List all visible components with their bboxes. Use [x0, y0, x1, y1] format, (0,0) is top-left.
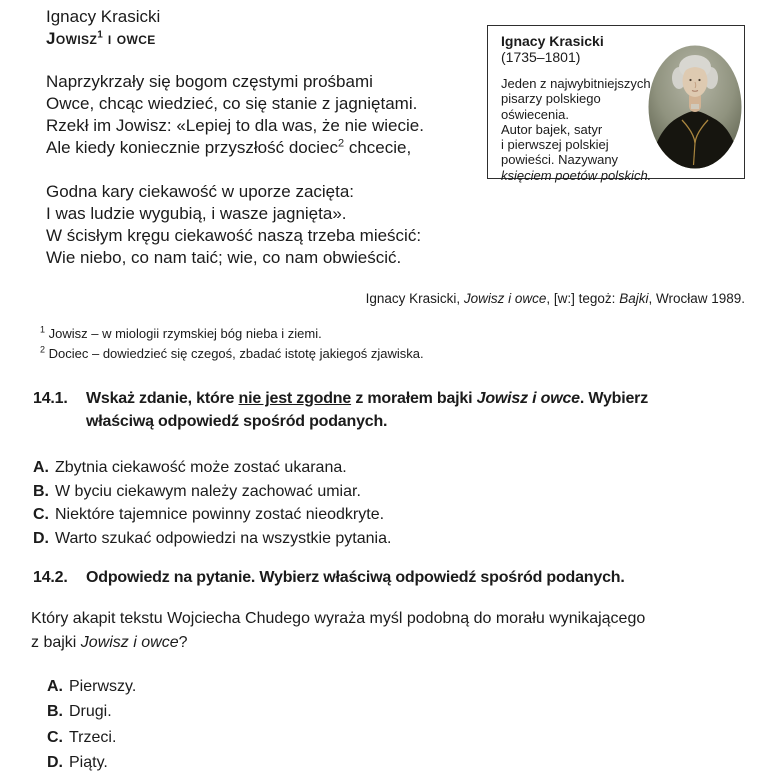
poem-line-text: Ale kiedy koniecznie przyszłość dociec: [46, 138, 338, 157]
footnote-number: 2: [40, 344, 46, 355]
poem-line: W ścisłym kręgu ciekawość naszą trzeba mieścić:: [46, 226, 422, 245]
footnote-1: [40, 324, 424, 344]
citation-text: , Wrocław 1989.: [648, 291, 745, 306]
footnote-2: [40, 344, 424, 364]
option-text: Drugi.: [69, 703, 112, 721]
author-infobox: [487, 25, 745, 183]
footnote-number: 1: [40, 324, 46, 335]
option-c: [47, 725, 136, 750]
question-text: z morałem bajki: [351, 390, 477, 407]
citation-book-title: Bajki: [619, 291, 649, 306]
infobox-line: Autor bajek, satyr: [501, 121, 603, 137]
question-text: z bajki: [31, 634, 81, 652]
option-c: [33, 503, 391, 527]
option-text: Zbytnia ciekawość może zostać ukarana.: [55, 459, 347, 476]
infobox-line: oświecenia.: [501, 106, 569, 122]
option-b: [33, 480, 391, 504]
option-text: W byciu ciekawym należy zachować umiar.: [55, 482, 361, 500]
question-work-title: Jowisz i owce: [80, 634, 179, 652]
poem-title: [46, 29, 156, 49]
author-portrait-image: [648, 45, 742, 169]
option-text: Piąty.: [69, 753, 108, 771]
poem-line: [46, 137, 424, 159]
option-letter: A.: [33, 459, 49, 476]
question-body-line1: Który akapit tekstu Wojciecha Chudego wyraża myśl podobną do morału wynikającego: [31, 610, 646, 627]
question-text: . Wybierz: [579, 390, 648, 407]
option-letter: D.: [33, 530, 49, 548]
author-name: Ignacy Krasicki: [46, 7, 161, 26]
infobox-line: i pierwszej polskiej: [501, 137, 609, 153]
option-letter: B.: [47, 703, 63, 721]
citation-text: , [w:] tegoż:: [546, 291, 620, 306]
question-number: 14.1.: [33, 390, 68, 407]
poem-line: Godna kary ciekawość w uporze zacięta:: [46, 182, 355, 201]
poem-line: Rzekł im Jowisz: «Lepiej to dla was, że nie wiecie.: [46, 116, 424, 135]
question-14-1-line2: właściwą odpowiedź spośród podanych.: [86, 413, 388, 430]
question-14-1-options: [33, 456, 391, 551]
question-number: 14.2.: [33, 569, 68, 586]
footnote-marker-1: 1: [97, 29, 103, 41]
question-underlined-text: nie jest zgodne: [238, 390, 352, 407]
poem-title-word: Jowisz: [46, 29, 98, 48]
poem-line-text: chcecie,: [344, 138, 412, 157]
option-text: Trzeci.: [69, 728, 117, 746]
option-text: Niektóre tajemnice powinny zostać nieodkryte.: [55, 506, 385, 524]
footnote-marker-2: 2: [337, 137, 345, 150]
infobox-description: [501, 76, 653, 183]
option-letter: A.: [47, 678, 63, 695]
option-d: [47, 750, 136, 775]
infobox-epithet: księciem poetów polskich.: [501, 167, 652, 183]
infobox-author-years: (1735–1801): [501, 49, 581, 65]
question-14-2-body: [31, 607, 645, 656]
question-text: Wskaż zdanie, które: [86, 390, 239, 407]
poem-title-rest: i owce: [102, 29, 156, 48]
option-d: [33, 527, 391, 551]
option-letter: D.: [47, 753, 63, 771]
question-14-1-line1: [33, 387, 648, 410]
question-text: Odpowiedz na pytanie. Wybierz właściwą odpowiedź spośród podanych.: [86, 569, 625, 586]
option-letter: C.: [47, 728, 63, 746]
citation-text: Ignacy Krasicki,: [365, 291, 464, 306]
footnote-text: Jowisz – w miologii rzymskiej bóg nieba i ziemi.: [45, 326, 322, 341]
option-letter: B.: [33, 482, 49, 500]
option-letter: C.: [33, 506, 49, 524]
citation-work-title: Jowisz i owce: [463, 291, 547, 306]
source-citation: [0, 291, 745, 306]
infobox-author-name: Ignacy Krasicki: [501, 33, 604, 49]
infobox-line: powieści. Nazywany: [501, 152, 619, 168]
question-text: ?: [178, 634, 188, 652]
footnotes: [40, 324, 424, 364]
option-text: Pierwszy.: [69, 678, 137, 695]
question-14-2-heading: [33, 566, 625, 589]
poem-line: Naprzykrzały się bogom częstymi prośbami: [46, 72, 373, 91]
infobox-line: Jeden z najwybitniejszych: [501, 76, 651, 91]
question-work-title: Jowisz i owce: [476, 390, 580, 407]
question-body-line2: [31, 631, 645, 655]
poem-stanza-2: [46, 181, 421, 269]
poem-line: Owce, chcąc wiedzieć, co się stanie z jagniętami.: [46, 94, 418, 113]
option-b: [47, 699, 136, 724]
question-14-1-heading: [33, 387, 648, 433]
option-a: [33, 456, 391, 480]
poem-line: Wie niebo, co nam taić; wie, co nam obwieścić.: [46, 248, 402, 267]
option-a: [47, 674, 136, 699]
infobox-line: pisarzy polskiego: [501, 91, 601, 107]
footnote-text: Dociec – dowiedzieć się czegoś, zbadać istotę jakiegoś zjawiska.: [45, 346, 424, 361]
option-text: Warto szukać odpowiedzi na wszystkie pytania.: [55, 530, 392, 548]
question-14-2-options: [47, 674, 136, 775]
poem-line: I was ludzie wygubią, i wasze jagnięta».: [46, 204, 347, 223]
poem-stanza-1: [46, 71, 424, 159]
